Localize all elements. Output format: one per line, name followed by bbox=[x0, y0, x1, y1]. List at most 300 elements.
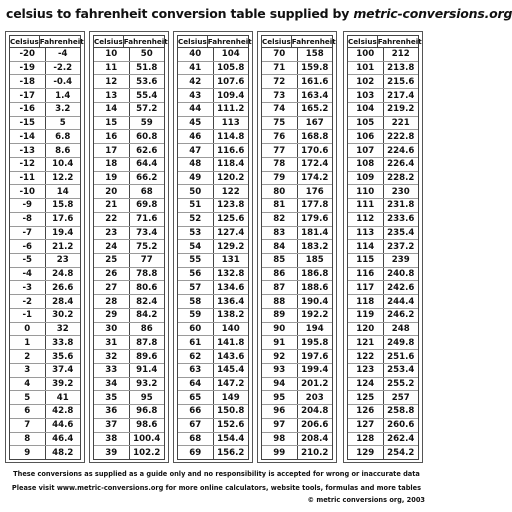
fahrenheit-cell: 237.2 bbox=[387, 241, 415, 252]
table-row bbox=[262, 130, 332, 144]
table-row bbox=[10, 130, 80, 144]
table-row bbox=[262, 350, 332, 364]
celsius-cell: 106 bbox=[348, 130, 384, 143]
fahrenheit-cell: 215.6 bbox=[387, 76, 415, 87]
celsius-cell: 73 bbox=[262, 89, 298, 102]
table-row bbox=[10, 446, 80, 459]
table-header bbox=[262, 36, 336, 48]
fahrenheit-cell: 217.4 bbox=[387, 90, 415, 101]
fahrenheit-cell: 15.8 bbox=[52, 200, 74, 211]
fahrenheit-cell: 3.2 bbox=[55, 104, 71, 115]
table-row bbox=[10, 48, 80, 62]
fahrenheit-cell: 80.6 bbox=[136, 282, 158, 293]
fahrenheit-cell: 226.4 bbox=[387, 159, 415, 170]
fahrenheit-cell: 42.8 bbox=[52, 406, 74, 417]
table-row bbox=[348, 378, 418, 392]
celsius-cell: 24 bbox=[94, 240, 130, 253]
celsius-cell: 120 bbox=[348, 323, 384, 336]
table-row bbox=[10, 336, 80, 350]
celsius-cell: 87 bbox=[262, 281, 298, 294]
celsius-cell: 0 bbox=[10, 323, 46, 336]
table-row bbox=[10, 364, 80, 378]
fahrenheit-cell: 78.8 bbox=[136, 269, 158, 280]
celsius-cell: 127 bbox=[348, 419, 384, 432]
celsius-cell: 15 bbox=[94, 117, 130, 130]
table-row bbox=[178, 323, 248, 337]
fahrenheit-cell: 105.8 bbox=[217, 63, 245, 74]
celsius-cell: 37 bbox=[94, 419, 130, 432]
fahrenheit-cell: 71.6 bbox=[136, 214, 158, 225]
fahrenheit-cell: 221 bbox=[391, 118, 410, 129]
celsius-cell: 67 bbox=[178, 419, 214, 432]
fahrenheit-cell: 188.6 bbox=[301, 282, 329, 293]
table-row bbox=[262, 75, 332, 89]
table-row bbox=[94, 433, 164, 447]
table-row bbox=[348, 254, 418, 268]
fahrenheit-cell: 114.8 bbox=[217, 131, 245, 142]
table-row bbox=[10, 391, 80, 405]
celsius-cell: 84 bbox=[262, 240, 298, 253]
table-row bbox=[178, 89, 248, 103]
celsius-cell: 68 bbox=[178, 433, 214, 446]
celsius-cell: 4 bbox=[10, 378, 46, 391]
celsius-cell: 20 bbox=[94, 185, 130, 198]
table-row bbox=[10, 185, 80, 199]
fahrenheit-cell: 233.6 bbox=[387, 214, 415, 225]
celsius-cell: 16 bbox=[94, 130, 130, 143]
fahrenheit-cell: 177.8 bbox=[301, 200, 329, 211]
table-row bbox=[10, 89, 80, 103]
celsius-cell: 92 bbox=[262, 350, 298, 363]
fahrenheit-cell: 150.8 bbox=[217, 406, 245, 417]
fahrenheit-cell: 68 bbox=[140, 186, 153, 197]
fahrenheit-cell: 254.2 bbox=[387, 447, 415, 458]
table-row bbox=[94, 323, 164, 337]
celsius-cell: 95 bbox=[262, 391, 298, 404]
table-frame bbox=[9, 35, 84, 460]
table-row bbox=[348, 405, 418, 419]
celsius-cell: -4 bbox=[10, 268, 46, 281]
fahrenheit-cell: 258.8 bbox=[387, 406, 415, 417]
table-row bbox=[94, 75, 164, 89]
fahrenheit-cell: 59 bbox=[140, 118, 153, 129]
table-row bbox=[178, 433, 248, 447]
table-row bbox=[348, 240, 418, 254]
fahrenheit-cell: 176 bbox=[305, 186, 324, 197]
table-row bbox=[94, 240, 164, 254]
table-row bbox=[178, 240, 248, 254]
celsius-cell: 9 bbox=[10, 446, 46, 459]
fahrenheit-cell: 246.2 bbox=[387, 310, 415, 321]
fahrenheit-cell: 222.8 bbox=[387, 131, 415, 142]
fahrenheit-cell: 123.8 bbox=[217, 200, 245, 211]
table-row bbox=[348, 144, 418, 158]
celsius-cell: 126 bbox=[348, 405, 384, 418]
celsius-cell: 91 bbox=[262, 336, 298, 349]
celsius-cell: -11 bbox=[10, 172, 46, 185]
fahrenheit-cell: 32 bbox=[56, 324, 69, 335]
celsius-cell: 55 bbox=[178, 254, 214, 267]
table-row bbox=[262, 433, 332, 447]
fahrenheit-cell: 84.2 bbox=[136, 310, 158, 321]
celsius-cell: -20 bbox=[10, 48, 46, 61]
fahrenheit-cell: 37.4 bbox=[52, 365, 74, 376]
fahrenheit-cell: 203 bbox=[305, 392, 324, 403]
celsius-cell: 75 bbox=[262, 117, 298, 130]
table-row bbox=[178, 172, 248, 186]
table-row bbox=[94, 117, 164, 131]
fahrenheit-cell: 12.2 bbox=[52, 172, 74, 183]
celsius-cell: 11 bbox=[94, 62, 130, 75]
table-row bbox=[94, 130, 164, 144]
table-row bbox=[348, 350, 418, 364]
fahrenheit-cell: 156.2 bbox=[217, 447, 245, 458]
celsius-cell: -1 bbox=[10, 309, 46, 322]
celsius-cell: 31 bbox=[94, 336, 130, 349]
celsius-cell: 119 bbox=[348, 309, 384, 322]
table-row bbox=[94, 268, 164, 282]
fahrenheit-cell: 30.2 bbox=[52, 310, 74, 321]
fahrenheit-cell: 240.8 bbox=[387, 269, 415, 280]
celsius-cell: 43 bbox=[178, 89, 214, 102]
fahrenheit-cell: 138.2 bbox=[217, 310, 245, 321]
table-row bbox=[10, 433, 80, 447]
table-row bbox=[348, 433, 418, 447]
celsius-cell: 110 bbox=[348, 185, 384, 198]
fahrenheit-cell: 75.2 bbox=[136, 241, 158, 252]
fahrenheit-cell: 179.6 bbox=[301, 214, 329, 225]
table-row bbox=[178, 295, 248, 309]
celsius-cell: 2 bbox=[10, 350, 46, 363]
table-body bbox=[178, 48, 248, 459]
table-row bbox=[348, 391, 418, 405]
celsius-cell: -12 bbox=[10, 158, 46, 171]
fahrenheit-cell: 64.4 bbox=[136, 159, 158, 170]
celsius-cell: 90 bbox=[262, 323, 298, 336]
fahrenheit-cell: 219.2 bbox=[387, 104, 415, 115]
table-row bbox=[178, 309, 248, 323]
table-row bbox=[348, 62, 418, 76]
fahrenheit-cell: 93.2 bbox=[136, 378, 158, 389]
table-header bbox=[348, 36, 422, 48]
celsius-cell: 83 bbox=[262, 227, 298, 240]
copyright-text: © metric conversions org, 2003 bbox=[307, 496, 425, 504]
table-row bbox=[10, 75, 80, 89]
fahrenheit-cell: 39.2 bbox=[52, 378, 74, 389]
table-row bbox=[94, 89, 164, 103]
celsius-cell: 27 bbox=[94, 281, 130, 294]
celsius-cell: 72 bbox=[262, 75, 298, 88]
celsius-cell: 63 bbox=[178, 364, 214, 377]
fahrenheit-cell: 197.6 bbox=[301, 351, 329, 362]
fahrenheit-cell: 17.6 bbox=[52, 214, 74, 225]
fahrenheit-cell: -0.4 bbox=[53, 76, 73, 87]
table-row bbox=[178, 391, 248, 405]
conversion-table bbox=[89, 31, 169, 463]
fahrenheit-cell: 168.8 bbox=[301, 131, 329, 142]
table-row bbox=[10, 350, 80, 364]
fahrenheit-cell: 199.4 bbox=[301, 365, 329, 376]
celsius-cell: 96 bbox=[262, 405, 298, 418]
celsius-cell: 94 bbox=[262, 378, 298, 391]
table-row bbox=[178, 185, 248, 199]
fahrenheit-cell: 147.2 bbox=[217, 378, 245, 389]
fahrenheit-cell: 255.2 bbox=[387, 378, 415, 389]
table-row bbox=[94, 364, 164, 378]
table-row bbox=[94, 199, 164, 213]
fahrenheit-cell: 195.8 bbox=[301, 337, 329, 348]
celsius-cell: 6 bbox=[10, 405, 46, 418]
fahrenheit-cell: 159.8 bbox=[301, 63, 329, 74]
fahrenheit-cell: 213.8 bbox=[387, 63, 415, 74]
fahrenheit-cell: 154.4 bbox=[217, 433, 245, 444]
table-row bbox=[10, 117, 80, 131]
table-row bbox=[178, 281, 248, 295]
table-row bbox=[178, 158, 248, 172]
fahrenheit-cell: 62.6 bbox=[136, 145, 158, 156]
table-row bbox=[178, 227, 248, 241]
fahrenheit-header: Fahrenheit bbox=[207, 37, 252, 46]
table-row bbox=[10, 240, 80, 254]
fahrenheit-cell: 235.4 bbox=[387, 227, 415, 238]
table-row bbox=[348, 227, 418, 241]
fahrenheit-cell: 172.4 bbox=[301, 159, 329, 170]
table-row bbox=[10, 62, 80, 76]
title-site-name: metric-conversions.org bbox=[353, 6, 512, 21]
celsius-cell: 45 bbox=[178, 117, 214, 130]
fahrenheit-cell: 170.6 bbox=[301, 145, 329, 156]
table-row bbox=[348, 281, 418, 295]
fahrenheit-cell: 253.4 bbox=[387, 365, 415, 376]
celsius-header: Celsius bbox=[94, 37, 123, 46]
celsius-cell: 42 bbox=[178, 75, 214, 88]
table-row bbox=[94, 295, 164, 309]
celsius-cell: 124 bbox=[348, 378, 384, 391]
table-row bbox=[178, 364, 248, 378]
celsius-cell: 19 bbox=[94, 172, 130, 185]
fahrenheit-cell: 194 bbox=[305, 324, 324, 335]
fahrenheit-cell: 149 bbox=[221, 392, 240, 403]
fahrenheit-cell: 53.6 bbox=[136, 76, 158, 87]
table-row bbox=[348, 213, 418, 227]
fahrenheit-cell: 6.8 bbox=[55, 131, 71, 142]
fahrenheit-cell: 91.4 bbox=[136, 365, 158, 376]
celsius-cell: 111 bbox=[348, 199, 384, 212]
celsius-cell: 74 bbox=[262, 103, 298, 116]
celsius-cell: 117 bbox=[348, 281, 384, 294]
fahrenheit-cell: 248 bbox=[391, 324, 410, 335]
table-row bbox=[262, 199, 332, 213]
table-row bbox=[262, 295, 332, 309]
celsius-cell: 56 bbox=[178, 268, 214, 281]
celsius-cell: 89 bbox=[262, 309, 298, 322]
celsius-cell: 64 bbox=[178, 378, 214, 391]
celsius-cell: -7 bbox=[10, 227, 46, 240]
table-row bbox=[262, 117, 332, 131]
table-row bbox=[348, 309, 418, 323]
celsius-cell: -8 bbox=[10, 213, 46, 226]
celsius-cell: 113 bbox=[348, 227, 384, 240]
fahrenheit-header: Fahrenheit bbox=[291, 37, 336, 46]
table-row bbox=[178, 350, 248, 364]
celsius-cell: 82 bbox=[262, 213, 298, 226]
fahrenheit-cell: 28.4 bbox=[52, 296, 74, 307]
table-row bbox=[10, 103, 80, 117]
celsius-cell: 61 bbox=[178, 336, 214, 349]
celsius-cell: -3 bbox=[10, 281, 46, 294]
table-row bbox=[178, 419, 248, 433]
celsius-cell: 88 bbox=[262, 295, 298, 308]
table-row bbox=[178, 103, 248, 117]
table-row bbox=[262, 144, 332, 158]
table-row bbox=[94, 391, 164, 405]
celsius-cell: 51 bbox=[178, 199, 214, 212]
celsius-cell: -5 bbox=[10, 254, 46, 267]
visit-website-text: Please visit www.metric-conversions.org for more online calculators, website tools, formulas and more tables bbox=[11, 484, 422, 492]
celsius-cell: -17 bbox=[10, 89, 46, 102]
table-row bbox=[262, 268, 332, 282]
fahrenheit-cell: 95 bbox=[140, 392, 153, 403]
table-row bbox=[262, 89, 332, 103]
fahrenheit-cell: 116.6 bbox=[217, 145, 245, 156]
table-row bbox=[262, 185, 332, 199]
table-row bbox=[178, 213, 248, 227]
table-row bbox=[94, 336, 164, 350]
celsius-cell: 107 bbox=[348, 144, 384, 157]
fahrenheit-cell: 167 bbox=[305, 118, 324, 129]
celsius-cell: 39 bbox=[94, 446, 130, 459]
table-body bbox=[94, 48, 164, 459]
celsius-cell: 58 bbox=[178, 295, 214, 308]
table-row bbox=[348, 295, 418, 309]
celsius-cell: 33 bbox=[94, 364, 130, 377]
table-row bbox=[94, 309, 164, 323]
table-row bbox=[178, 48, 248, 62]
table-row bbox=[262, 172, 332, 186]
fahrenheit-cell: 186.8 bbox=[301, 269, 329, 280]
fahrenheit-header: Fahrenheit bbox=[123, 37, 168, 46]
celsius-cell: 13 bbox=[94, 89, 130, 102]
celsius-header: Celsius bbox=[178, 37, 207, 46]
fahrenheit-cell: 201.2 bbox=[301, 378, 329, 389]
table-row bbox=[94, 62, 164, 76]
table-row bbox=[10, 254, 80, 268]
celsius-cell: 14 bbox=[94, 103, 130, 116]
fahrenheit-cell: 120.2 bbox=[217, 172, 245, 183]
table-row bbox=[348, 446, 418, 459]
table-row bbox=[94, 144, 164, 158]
fahrenheit-cell: 113 bbox=[221, 118, 240, 129]
celsius-cell: 112 bbox=[348, 213, 384, 226]
table-header bbox=[10, 36, 84, 48]
fahrenheit-cell: 41 bbox=[56, 392, 69, 403]
celsius-cell: 65 bbox=[178, 391, 214, 404]
celsius-cell: 121 bbox=[348, 336, 384, 349]
table-row bbox=[178, 254, 248, 268]
table-frame bbox=[177, 35, 252, 460]
fahrenheit-cell: 145.4 bbox=[217, 365, 245, 376]
table-row bbox=[262, 62, 332, 76]
fahrenheit-cell: 98.6 bbox=[136, 420, 158, 431]
celsius-cell: 76 bbox=[262, 130, 298, 143]
fahrenheit-cell: 57.2 bbox=[136, 104, 158, 115]
celsius-cell: 62 bbox=[178, 350, 214, 363]
celsius-cell: 54 bbox=[178, 240, 214, 253]
fahrenheit-cell: 158 bbox=[305, 49, 324, 60]
celsius-header: Celsius bbox=[262, 37, 291, 46]
fahrenheit-cell: 141.8 bbox=[217, 337, 245, 348]
table-row bbox=[10, 309, 80, 323]
celsius-cell: 85 bbox=[262, 254, 298, 267]
celsius-cell: 57 bbox=[178, 281, 214, 294]
fahrenheit-cell: -4 bbox=[57, 49, 68, 60]
table-row bbox=[348, 103, 418, 117]
celsius-cell: 50 bbox=[178, 185, 214, 198]
table-row bbox=[10, 144, 80, 158]
celsius-cell: 23 bbox=[94, 227, 130, 240]
table-row bbox=[10, 419, 80, 433]
fahrenheit-cell: 51.8 bbox=[136, 63, 158, 74]
conversion-table bbox=[257, 31, 337, 463]
table-row bbox=[178, 62, 248, 76]
table-row bbox=[94, 227, 164, 241]
celsius-cell: 26 bbox=[94, 268, 130, 281]
fahrenheit-cell: 231.8 bbox=[387, 200, 415, 211]
table-body bbox=[262, 48, 332, 459]
table-row bbox=[178, 130, 248, 144]
celsius-cell: 48 bbox=[178, 158, 214, 171]
celsius-cell: 28 bbox=[94, 295, 130, 308]
fahrenheit-cell: 210.2 bbox=[301, 447, 329, 458]
table-row bbox=[178, 75, 248, 89]
fahrenheit-cell: 224.6 bbox=[387, 145, 415, 156]
table-row bbox=[94, 172, 164, 186]
table-row bbox=[348, 323, 418, 337]
table-row bbox=[262, 213, 332, 227]
table-row bbox=[94, 185, 164, 199]
table-header bbox=[94, 36, 168, 48]
fahrenheit-cell: 73.4 bbox=[136, 227, 158, 238]
fahrenheit-cell: 239 bbox=[391, 255, 410, 266]
fahrenheit-cell: 100.4 bbox=[133, 433, 161, 444]
table-row bbox=[94, 419, 164, 433]
celsius-cell: 34 bbox=[94, 378, 130, 391]
fahrenheit-cell: 60.8 bbox=[136, 131, 158, 142]
celsius-cell: 114 bbox=[348, 240, 384, 253]
fahrenheit-cell: 10.4 bbox=[52, 159, 74, 170]
celsius-cell: 98 bbox=[262, 433, 298, 446]
conversion-table bbox=[343, 31, 423, 463]
celsius-cell: 102 bbox=[348, 75, 384, 88]
table-row bbox=[94, 378, 164, 392]
celsius-header: Celsius bbox=[10, 37, 39, 46]
table-row bbox=[348, 75, 418, 89]
table-row bbox=[348, 268, 418, 282]
fahrenheit-cell: 143.6 bbox=[217, 351, 245, 362]
table-row bbox=[10, 199, 80, 213]
fahrenheit-cell: 109.4 bbox=[217, 90, 245, 101]
celsius-cell: 69 bbox=[178, 446, 214, 459]
fahrenheit-cell: 190.4 bbox=[301, 296, 329, 307]
table-row bbox=[10, 213, 80, 227]
celsius-cell: 40 bbox=[178, 48, 214, 61]
table-row bbox=[94, 350, 164, 364]
table-row bbox=[178, 268, 248, 282]
fahrenheit-cell: 69.8 bbox=[136, 200, 158, 211]
fahrenheit-cell: 260.6 bbox=[387, 420, 415, 431]
table-row bbox=[348, 336, 418, 350]
celsius-cell: 99 bbox=[262, 446, 298, 459]
